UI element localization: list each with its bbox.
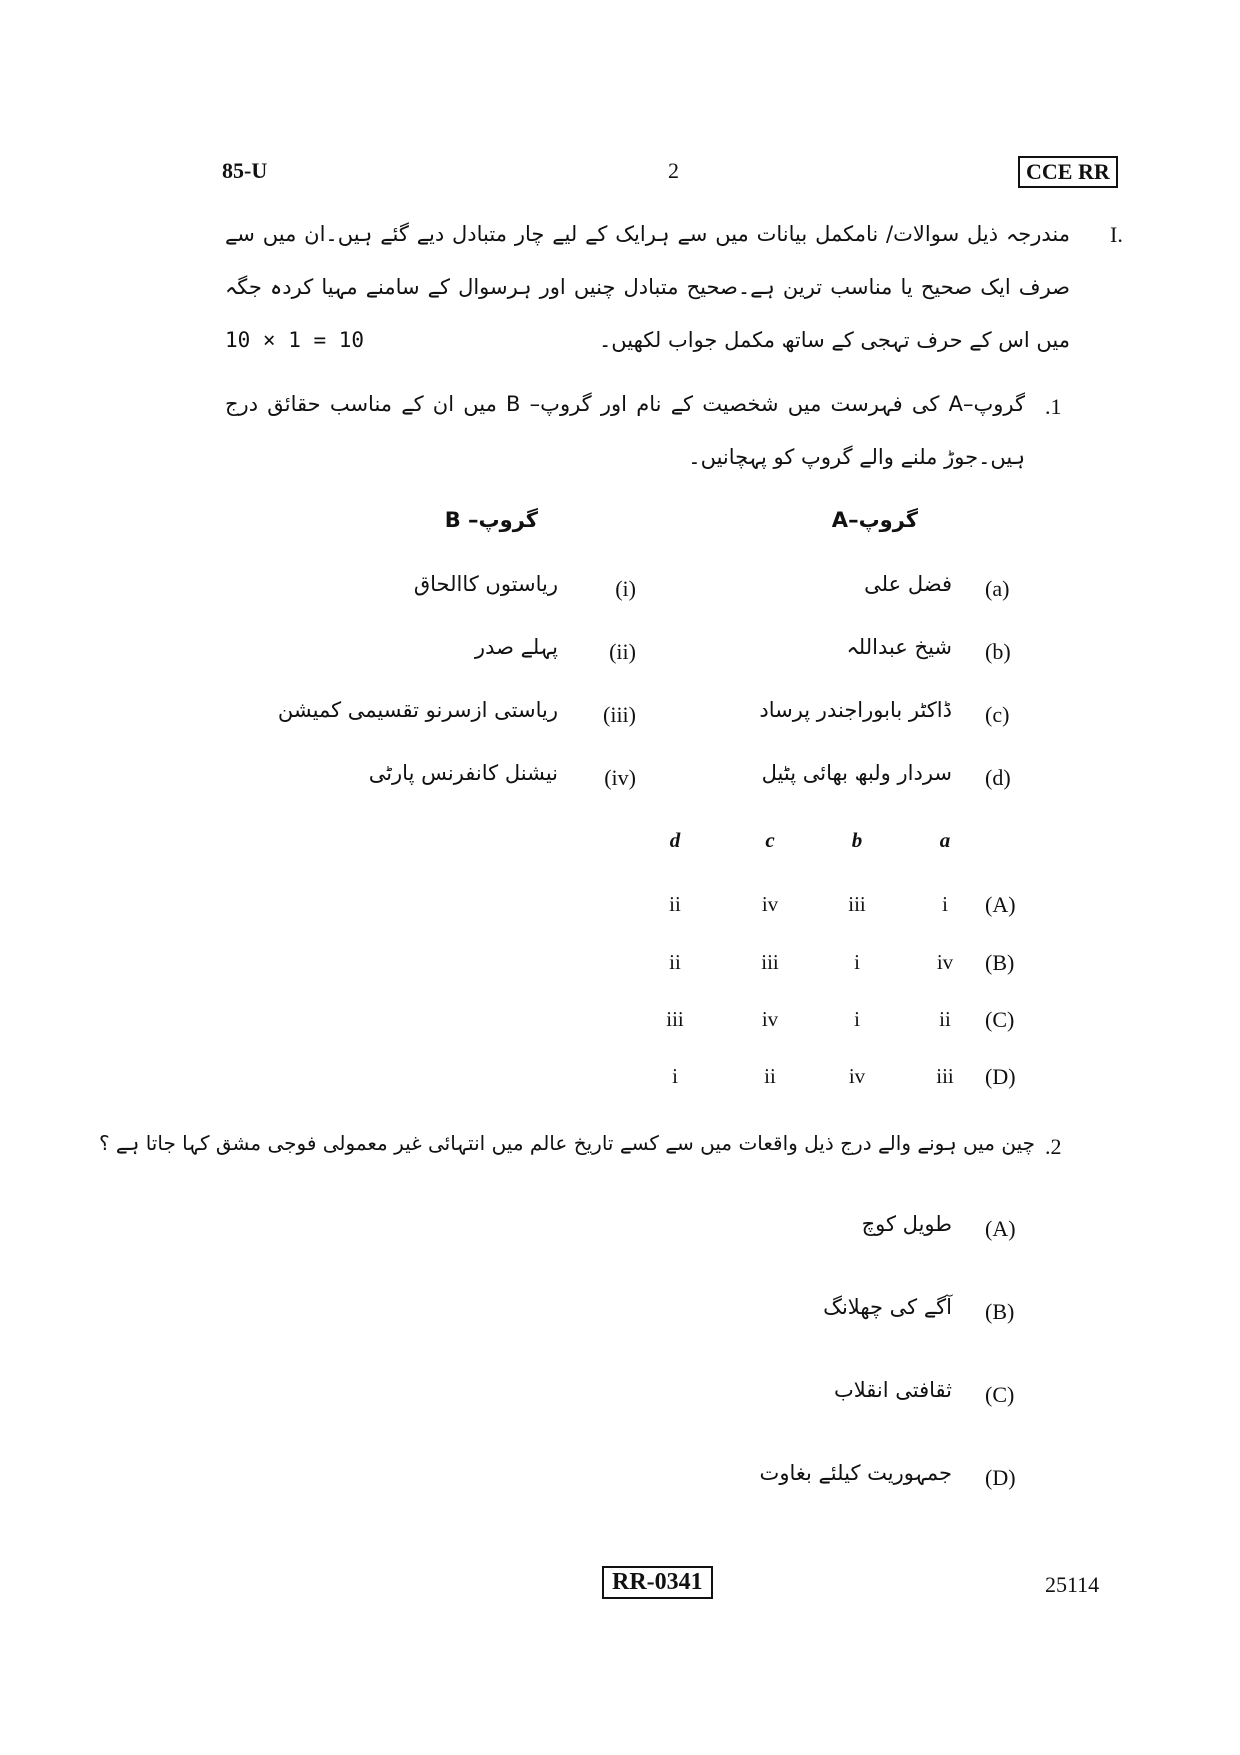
option-cell: iv <box>848 1064 866 1088</box>
option-cell: iv <box>936 950 954 974</box>
group-b-label: (iv) <box>604 765 636 790</box>
option-label: (B) <box>985 1299 1015 1324</box>
group-b-label: (ii) <box>609 639 636 664</box>
option-cell: iv <box>761 1007 779 1031</box>
footer-number: 25114 <box>1045 1572 1100 1597</box>
option-cell: i <box>942 892 948 916</box>
group-b-label: (iii) <box>603 702 636 727</box>
group-a-header: گروپ–A <box>831 508 918 532</box>
option-cell: iii <box>936 1064 954 1088</box>
option-cell: iii <box>666 1007 684 1031</box>
q2-number: .2 <box>1045 1134 1062 1159</box>
option-label: (B) <box>985 950 1015 975</box>
footer-code: RR-0341 <box>602 1566 713 1599</box>
group-b-item: نیشنل کانفرنس پارٹی <box>368 761 558 785</box>
option-label: (D) <box>985 1064 1016 1089</box>
group-a-label: (a) <box>985 576 1010 601</box>
series-badge: CCE RR <box>1018 156 1118 188</box>
option-cell: iii <box>848 892 866 916</box>
option-label: (C) <box>985 1382 1015 1407</box>
column-header-b: b <box>851 828 863 852</box>
section-marks: 10 × 1 = 10 <box>225 328 365 352</box>
option-cell: ii <box>669 950 681 974</box>
option-label: (C) <box>985 1007 1015 1032</box>
group-a-label: (b) <box>985 639 1011 664</box>
q1-number: .1 <box>1045 394 1062 419</box>
option-label: (D) <box>985 1465 1016 1490</box>
section-number: I. <box>1110 222 1123 247</box>
paper-code: 85-U <box>222 158 268 183</box>
option-cell: i <box>854 1007 860 1031</box>
column-header-c: c <box>765 828 775 852</box>
column-header-d: d <box>669 828 681 852</box>
option-cell: ii <box>764 1064 776 1088</box>
option-label: (A) <box>985 892 1016 917</box>
q2-option-text: جمہوریت کیلئے بغاوت <box>759 1461 952 1485</box>
q1-text: گروپ–A کی فہرست میں شخصیت کے نام اور گروپ– B میں ان کے مناسب حقائق درج ہیں۔جوڑ ملنے والے گروپ کو پہچانیں۔ <box>225 392 1025 469</box>
option-cell: i <box>672 1064 678 1088</box>
group-a-item: فضل علی <box>864 572 952 596</box>
group-b-header: گروپ– B <box>444 508 538 532</box>
option-cell: ii <box>939 1007 951 1031</box>
group-a-item: ڈاکٹر بابوراجندر پرساد <box>759 698 952 722</box>
q2-text: چین میں ہونے والے درج ذیل واقعات میں سے کسے تاریخ عالم میں انتہائی غیر معمولی فوجی مشق کہا جاتا ہے ؟ <box>98 1131 1035 1155</box>
page-number: 2 <box>668 158 679 183</box>
group-b-item: پہلے صدر <box>474 635 558 659</box>
q2-option-text: طویل کوچ <box>861 1212 952 1236</box>
group-a-item: سردار ولبھ بھائی پٹیل <box>761 761 952 785</box>
group-a-label: (d) <box>985 765 1011 790</box>
group-b-label: (i) <box>615 576 636 601</box>
group-b-item: ریاستی ازسرنو تقسیمی کمیشن <box>277 698 558 722</box>
option-cell: iv <box>761 892 779 916</box>
option-cell: ii <box>669 892 681 916</box>
option-label: (A) <box>985 1216 1016 1241</box>
column-header-a: a <box>939 828 951 852</box>
group-b-item: ریاستوں کاالحاق <box>413 572 558 596</box>
group-a-label: (c) <box>985 702 1010 727</box>
option-cell: iii <box>761 950 779 974</box>
group-a-item: شیخ عبداللہ <box>846 635 952 659</box>
section-instruction: مندرجہ ذیل سوالات/ نامکمل بیانات میں سے ہرایک کے لیے چار متبادل دیے گئے ہیں۔ان میں سے صرف ایک صحیح یا مناسب ترین ہے۔صحیح متبادل چنیں اور ہرسوال کے سامنے مہیا کردہ جگہ میں اس کے حرف تہجی کے ساتھ مکمل جواب لکھیں۔ <box>225 222 1070 352</box>
option-cell: i <box>854 950 860 974</box>
q2-option-text: ثقافتی انقلاب <box>833 1378 952 1402</box>
q2-option-text: آگے کی چھلانگ <box>823 1295 952 1319</box>
